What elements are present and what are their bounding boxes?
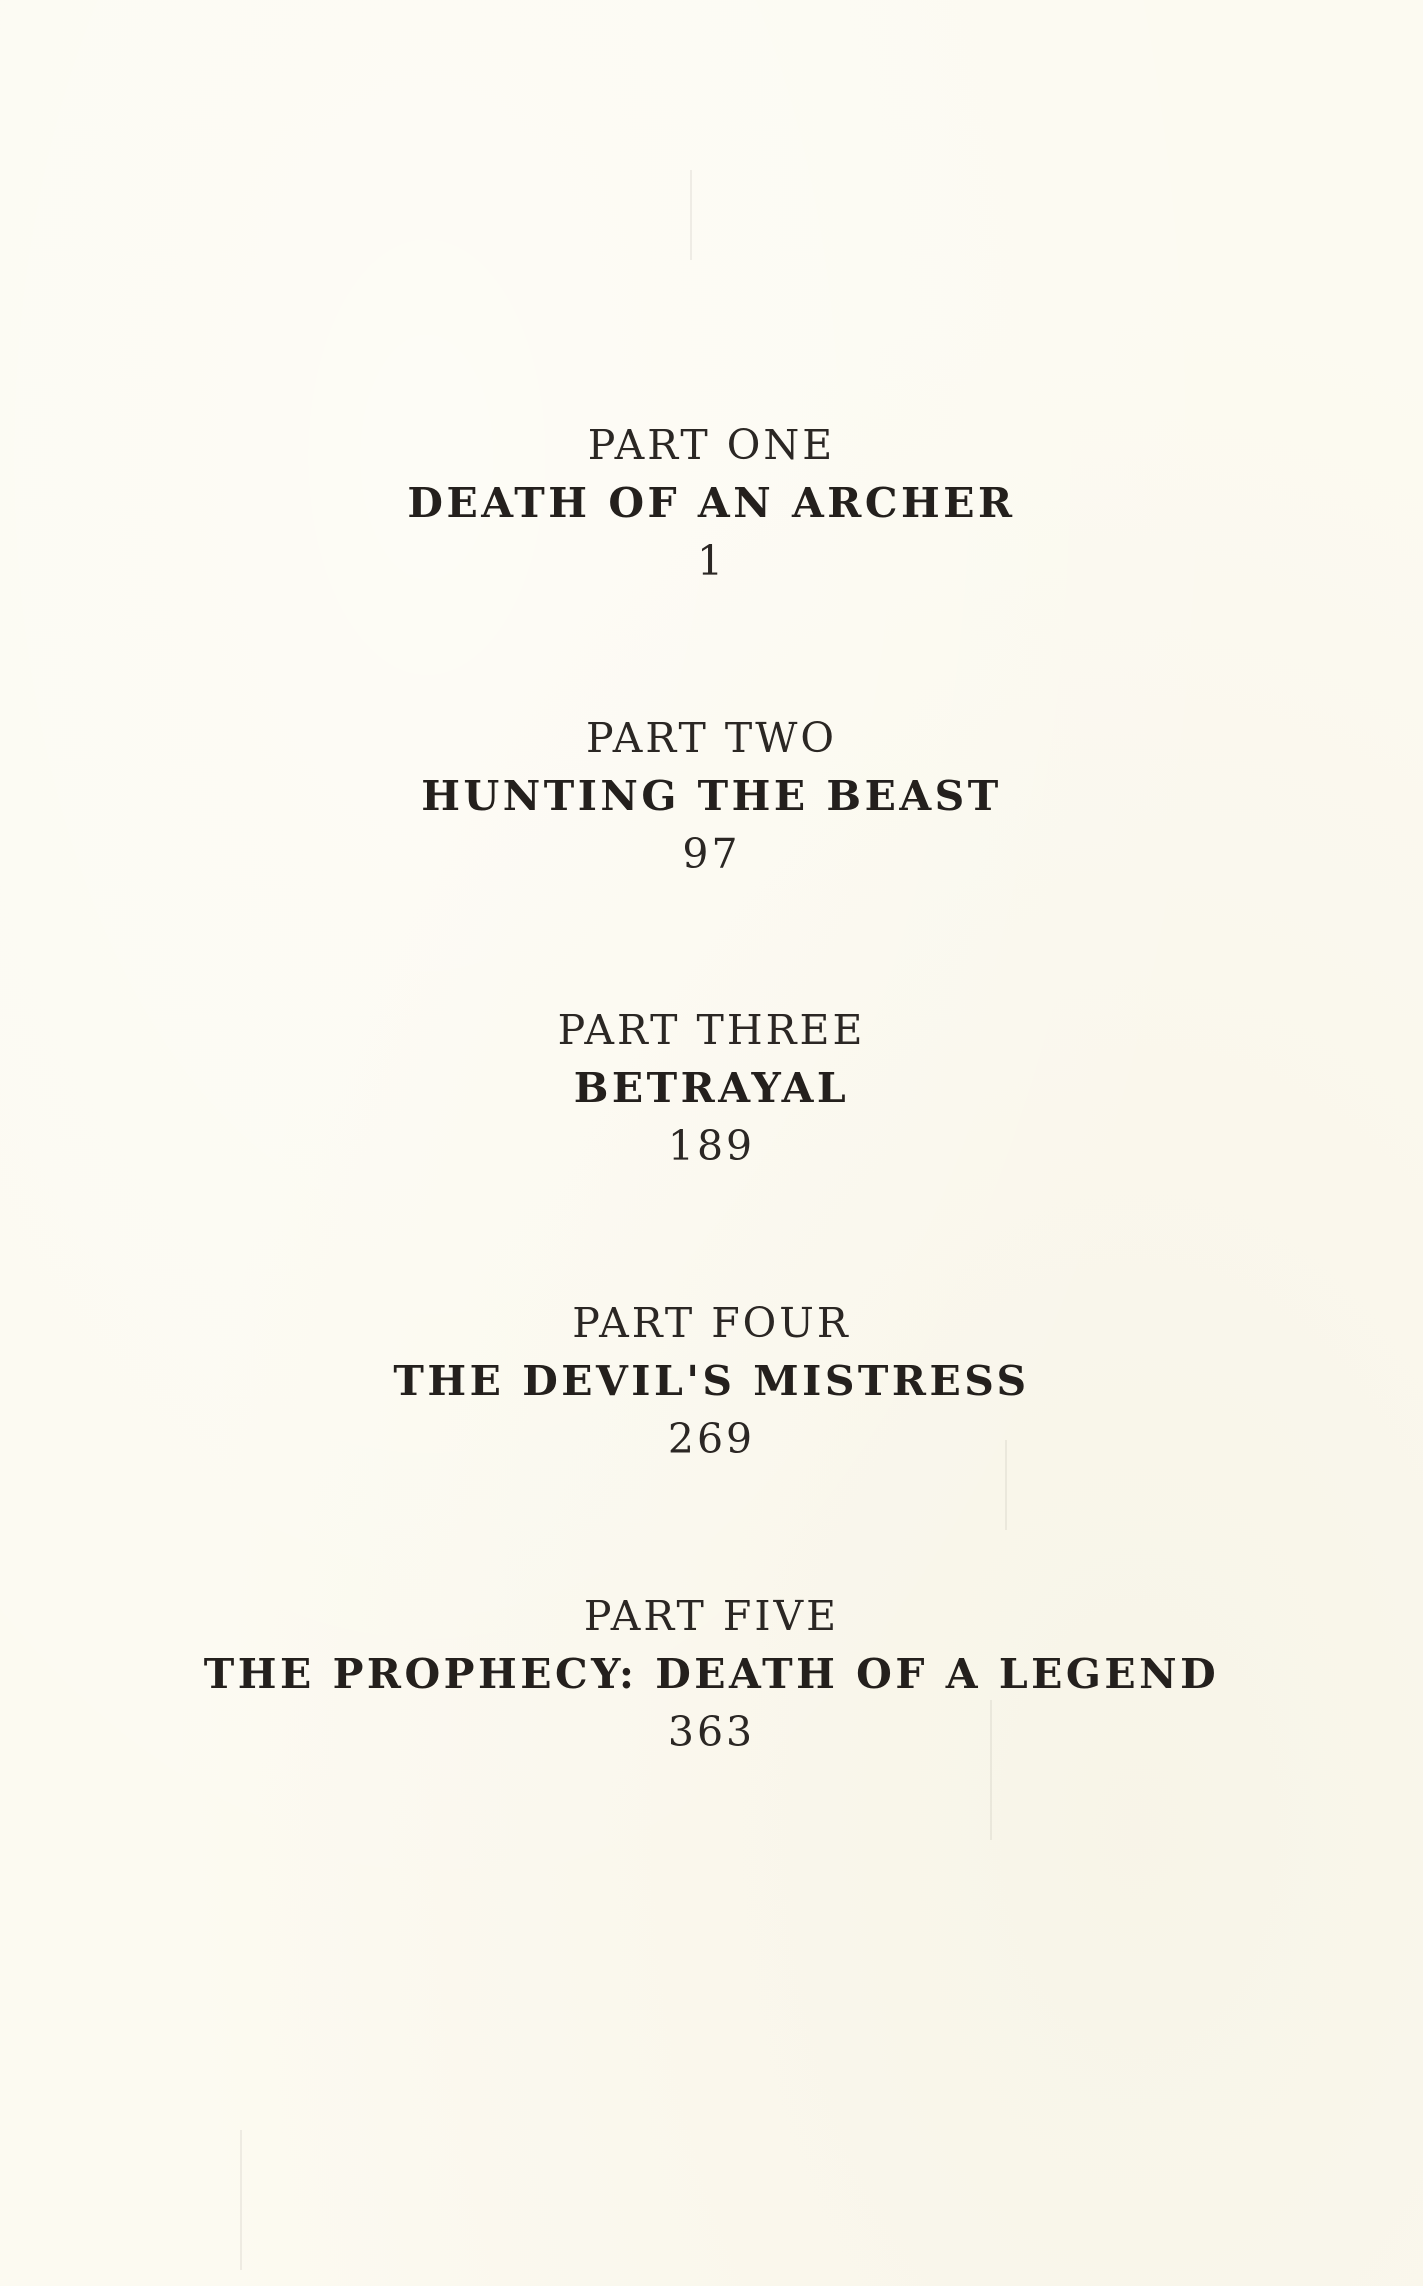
part-title: THE PROPHECY: DEATH OF A LEGEND [203,1650,1220,1698]
part-title: DEATH OF AN ARCHER [407,479,1016,527]
part-title: THE DEVIL'S MISTRESS [393,1357,1030,1405]
part-label: PART TWO [585,714,838,762]
part-label: PART FIVE [583,1592,840,1640]
part-page-number: 189 [667,1122,756,1170]
toc-entry-part-two [0,709,1423,883]
show-through-mark [240,2130,242,2270]
toc-entry-part-one [0,416,1423,590]
part-page-number: 269 [667,1415,756,1463]
part-label: PART ONE [587,421,836,469]
part-page-number: 363 [667,1708,756,1756]
show-through-mark [690,170,692,260]
toc-entry-part-five [0,1587,1423,1761]
part-title: BETRAYAL [573,1064,850,1112]
part-title: HUNTING THE BEAST [421,772,1002,820]
toc-entry-part-four [0,1294,1423,1468]
toc-entry-part-three [0,1001,1423,1175]
part-label: PART FOUR [572,1299,851,1347]
part-page-number: 97 [682,830,741,878]
part-label: PART THREE [557,1006,866,1054]
part-page-number: 1 [696,537,727,585]
